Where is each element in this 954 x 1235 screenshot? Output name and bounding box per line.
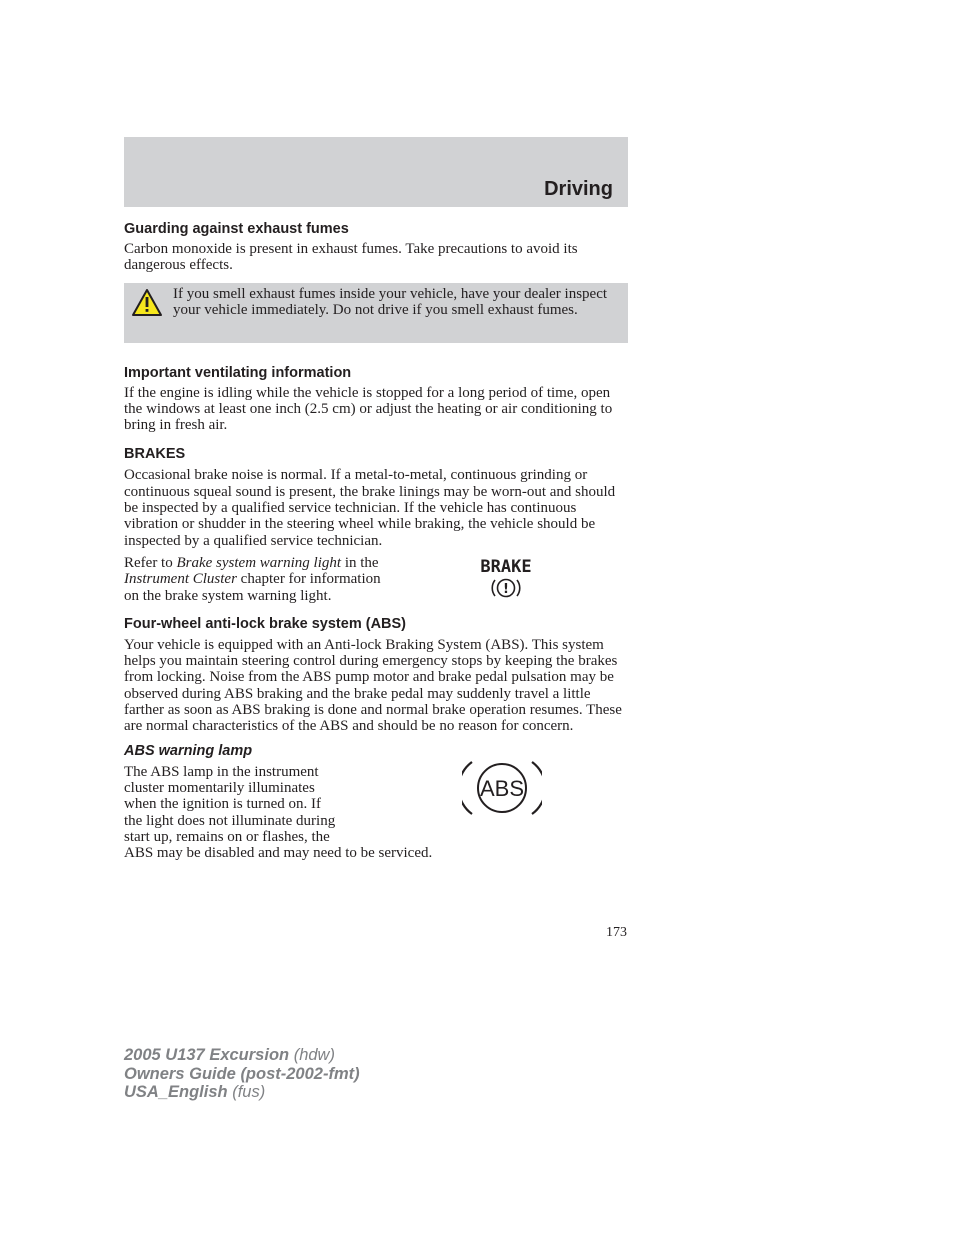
abs-lamp-block: [124, 764, 628, 862]
brake-icon-label: BRAKE: [480, 556, 532, 577]
brake-icon-symbol: !: [503, 581, 509, 597]
abs-body: Your vehicle is equipped with an Anti-lock Braking System (ABS). This system helps you maintain steering control during emergency stops by keeping the brakes from locking. Noise from the ABS pump motor and brake pedal pulsation may be observed during ABS braking and the brake pedal may suddenly travel a little farther as soon as ABS braking is done and normal brake operation resumes. These are normal characteristics of the ABS and should be no reason for concern.: [124, 636, 622, 735]
footer-line-1: 2005 U137 Excursion (hdw): [124, 1046, 335, 1064]
ventilating-body: If the engine is idling while the vehicle is stopped for a long period of time, open the windows at least one inch (2.5 cm) or adjust the heating or air conditioning to bring in fresh air.: [124, 384, 613, 434]
section-header-band: [124, 137, 628, 207]
page-content: [124, 219, 628, 861]
warning-triangle-icon: [131, 288, 163, 318]
heading-exhaust-fumes: Guarding against exhaust fumes: [124, 221, 349, 237]
abs-warning-icon: [462, 756, 542, 820]
heading-abs: Four-wheel anti-lock brake system (ABS): [124, 615, 407, 632]
document-footer: [124, 1046, 360, 1102]
heading-brakes: BRAKES: [124, 446, 186, 463]
brake-reference-block: [124, 555, 628, 604]
abs-lamp-text: The ABS lamp in the instrument cluster momentarily illuminates when the ignition is turned on. If the light does not illuminate during start up, remains on or flashes, the ABS may be disabled and may need to be serviced.: [124, 763, 433, 862]
footer-line-2: Owners Guide (post-2002-fmt): [124, 1064, 360, 1083]
brakes-body: Occasional brake noise is normal. If a metal-to-metal, continuous grinding or continuous squeal sound is present, the brake linings may be worn-out and should be inspected by a qualified service technician. If the vehicle has continuous vibration or shudder in the steering wheel while braking, the vehicle should be inspected by a qualified service technician.: [124, 467, 616, 549]
section-title: Driving: [544, 178, 613, 200]
warning-text: If you smell exhaust fumes inside your vehicle, have your dealer inspect your vehicle immediately. Do not drive if you smell exhaust fumes.: [173, 285, 608, 318]
footer-line-3: USA_English (fus): [124, 1083, 266, 1101]
warning-box: [124, 283, 628, 343]
abs-icon-label: ABS: [479, 775, 525, 801]
brake-reference-text: Refer to Brake system warning light in the Instrument Cluster chapter for information on the brake system warning light.: [124, 554, 381, 604]
exhaust-body: Carbon monoxide is present in exhaust fumes. Take precautions to avoid its dangerous effects.: [124, 241, 578, 274]
brake-warning-icon: [474, 556, 538, 604]
heading-ventilating: Important ventilating information: [124, 364, 352, 381]
page-number: 173: [606, 925, 627, 940]
heading-abs-lamp: ABS warning lamp: [124, 742, 253, 759]
